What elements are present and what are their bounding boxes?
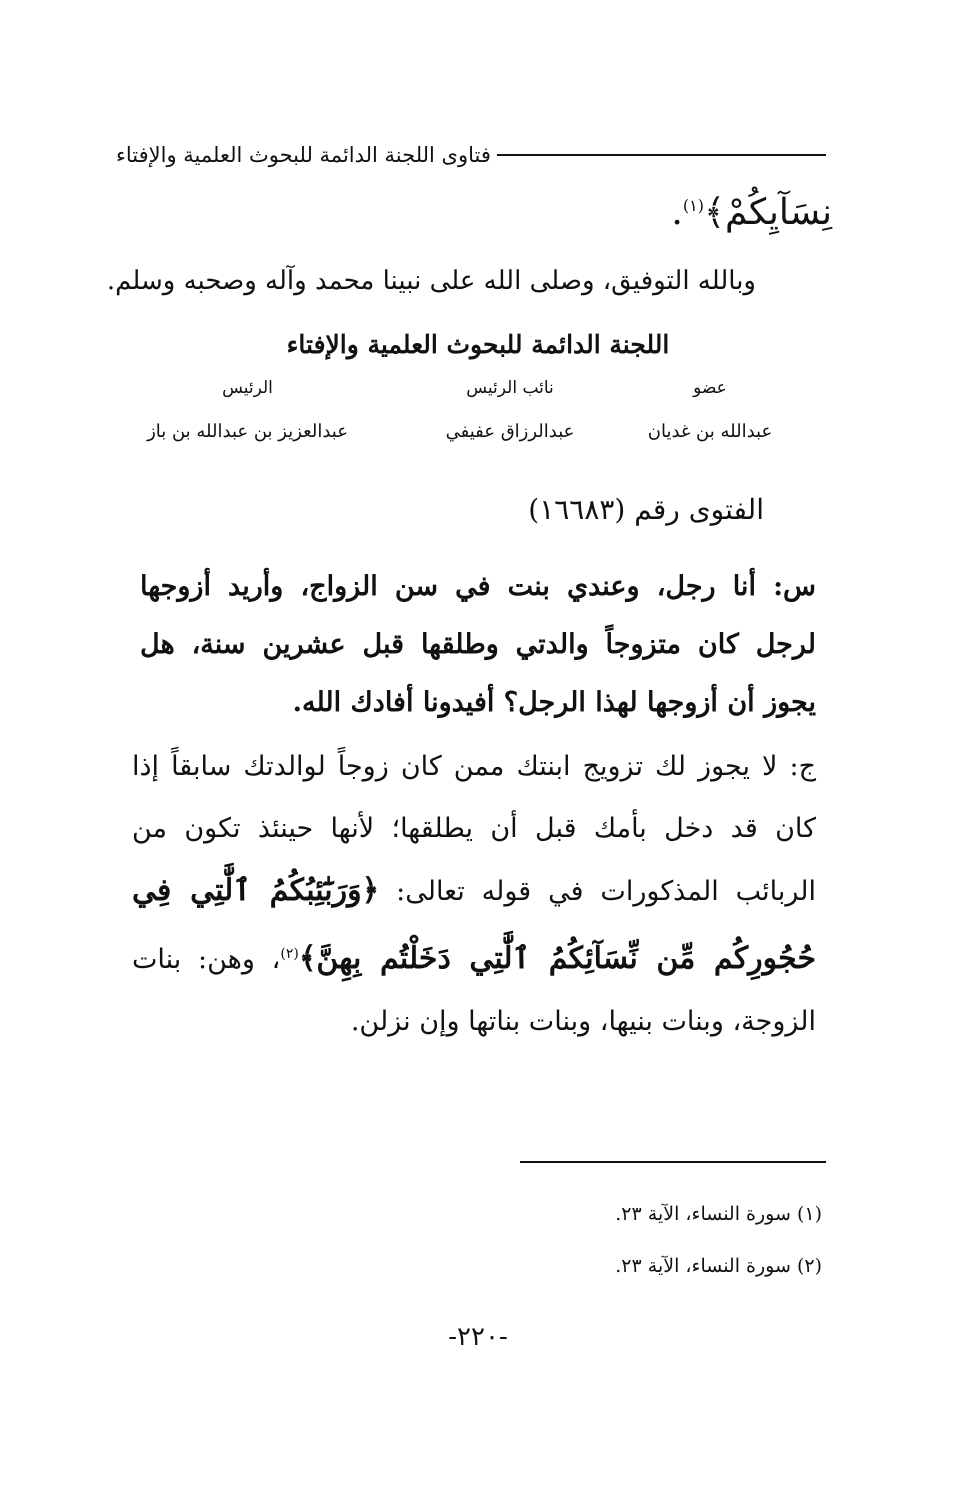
- verse-continuation-end: .: [671, 192, 683, 233]
- committee-name: اللجنة الدائمة للبحوث العلمية والإفتاء: [286, 330, 670, 359]
- answer-intro: ج: لا يجوز لك تزويج ابنتك ممن كان زوجاً لوالدتك سابقاً إذا كان قد دخل بأمك قبل أن يطلقها؛ لأنها حينئذ تكون من الربائب المذكورات في قوله تعالى:: [132, 751, 816, 907]
- signatories-block: [140, 380, 780, 460]
- verse-continuation: [671, 192, 832, 233]
- signatory-name: عبدالرزاق عفيفي: [445, 421, 575, 442]
- footnote-1: (١) سورة النساء، الآية ٢٣.: [615, 1203, 822, 1225]
- signatory-deputy-chairman: [435, 380, 585, 441]
- signatory-role: الرئيس: [222, 378, 273, 398]
- footnote-ref-2: (٢): [280, 946, 299, 962]
- quran-verse: ﴿وَرَبَٰٓئِبُكُمُ ٱلَّٰتِي فِي حُجُورِكُم مِّن نِّسَآئِكُمُ ٱلَّٰتِي دَخَلْتُم بِهِنَّ﴾: [132, 873, 816, 976]
- signatory-chairman: [140, 380, 355, 441]
- signatory-role: نائب الرئيس: [466, 378, 554, 398]
- page-number: -٢٢٠-: [448, 1322, 508, 1352]
- closing-formula: وبالله التوفيق، وصلى الله على نبينا محمد وآله وصحبه وسلم.: [106, 266, 756, 296]
- verse-continuation-text: نِسَآيِكُمْ﴾: [703, 192, 832, 233]
- signatory-role: عضو: [693, 378, 727, 398]
- signatory-name: عبدالله بن غديان: [647, 421, 773, 442]
- running-header: [116, 138, 840, 172]
- fatwa-number: الفتوى رقم (١٦٦٨٣): [528, 493, 764, 526]
- answer-paragraph: [132, 736, 816, 1053]
- signatory-name: عبدالعزيز بن عبدالله بن باز: [147, 421, 348, 442]
- question-text: س: أنا رجل، وعندي بنت في سن الزواج، وأريد أزوجها لرجل كان متزوجاً والدتي وطلقها قبل عشرين سنة، هل يجوز أن أزوجها لهذا الرجل؟ أفيدونا أفادك الله.: [140, 571, 816, 718]
- footnote-separator: [520, 1161, 826, 1163]
- footnote-ref-1: (١): [682, 196, 704, 215]
- answer-outro: ، وهن: بنات الزوجة، وبنات بنيها، وبنات بناتها وإن نزلن.: [132, 944, 816, 1037]
- running-title: فتاوى اللجنة الدائمة للبحوث العلمية والإفتاء: [116, 143, 491, 167]
- signatory-member: [640, 380, 780, 441]
- header-rule: [497, 154, 826, 156]
- footnote-2: (٢) سورة النساء، الآية ٢٣.: [615, 1255, 822, 1277]
- footnotes: [422, 1188, 822, 1292]
